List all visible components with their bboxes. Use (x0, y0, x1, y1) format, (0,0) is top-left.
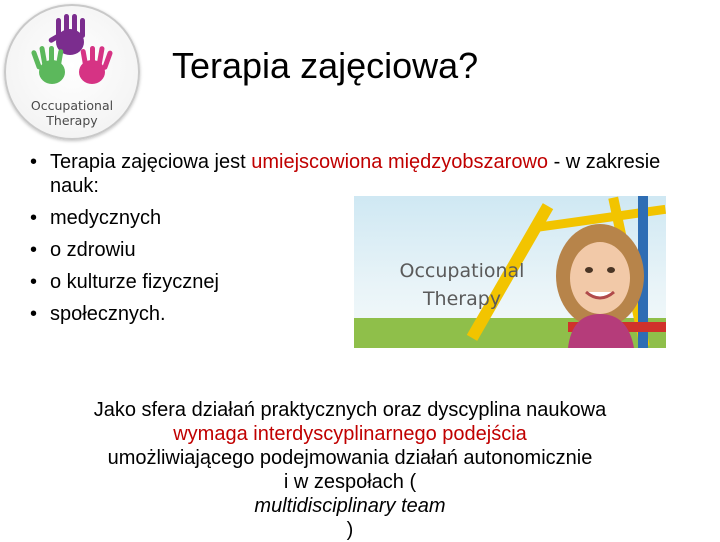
paragraph-line4-italic: multidisciplinary team (254, 495, 446, 517)
logo-text-line2: Therapy (46, 113, 98, 128)
logo-text-line1: Occupational (30, 98, 114, 113)
page-title: Terapia zajęciowa? (172, 45, 479, 86)
list-item (30, 150, 680, 198)
photo-text-line1: Occupational (399, 260, 525, 282)
paragraph-line1: Jako sfera działań praktycznych oraz dyscyplina naukowa (93, 399, 607, 421)
paragraph-line4-suffix: ) (346, 519, 354, 541)
paragraph-line4-prefix: i w zespołach ( (283, 471, 417, 493)
bullet-text-suffix: - w zakresie nauk: (50, 151, 661, 197)
paragraph-line3: umożliwiającego podejmowania działań autonomicznie (107, 447, 593, 469)
occupational-therapy-photo (354, 196, 666, 348)
list-item: • medycznych (30, 206, 680, 230)
bullet-text-prefix: Terapia zajęciowa jest (50, 151, 252, 173)
list-item: • o zdrowiu (30, 238, 680, 262)
occupational-therapy-logo (4, 4, 140, 140)
photo-text-line2: Therapy (422, 288, 502, 310)
list-item: • o kulturze fizycznej (30, 270, 680, 294)
paragraph-line2: wymaga interdyscyplinarnego podejścia (173, 423, 527, 445)
paragraph-line4 (30, 470, 670, 542)
summary-paragraph (30, 398, 670, 542)
list-item: • społecznych. (30, 302, 680, 326)
bullet-text-highlight: umiejscowiona międzyobszarowo (251, 151, 549, 173)
